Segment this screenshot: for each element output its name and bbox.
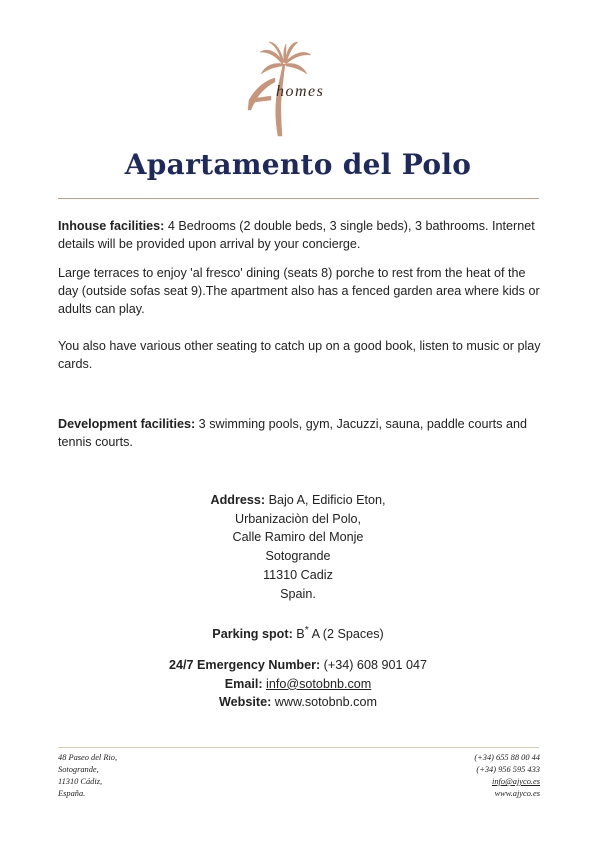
address-line-3: Calle Ramiro del Monje bbox=[232, 530, 364, 545]
terraces-paragraph: Large terraces to enjoy 'al fresco' dining (seats 8) porche to rest from the heat of the day (outside sofas seat 9).The apartment also has a fenced garden area where kids or adults can play. bbox=[58, 266, 540, 316]
address-label: Address: bbox=[210, 493, 266, 507]
logo-text: homes bbox=[276, 83, 325, 100]
website-value[interactable]: www.sotobnb.com bbox=[271, 695, 377, 710]
footer-left-line: 48 Paseo del Rio, bbox=[58, 753, 118, 762]
inhouse-text: 4 Bedrooms (2 double beds, 3 single beds), 3 bathrooms. Internet details will be provided upon arrival by your concierge. bbox=[58, 219, 535, 251]
address-block bbox=[0, 491, 596, 603]
address-line-2: Urbanizaciòn del Polo, bbox=[234, 511, 361, 526]
footer-left-line: 11310 Cádiz, bbox=[58, 777, 103, 786]
parking-text-pre: B bbox=[292, 627, 305, 642]
inhouse-paragraph bbox=[58, 217, 543, 253]
parking-label: Parking spot: bbox=[212, 627, 293, 642]
page-title: Apartamento del Polo bbox=[124, 148, 472, 181]
footer-contact bbox=[474, 752, 540, 800]
footer-phone: (+34) 655 88 00 44 bbox=[474, 753, 540, 762]
development-paragraph bbox=[58, 415, 543, 451]
parking-sup: * bbox=[304, 624, 309, 636]
inhouse-label: Inhouse facilities: bbox=[58, 219, 165, 233]
development-text: 3 swimming pools, gym, Jacuzzi, sauna, paddle courts and tennis courts. bbox=[58, 417, 527, 449]
address-line-5: 11310 Cadiz bbox=[263, 567, 333, 582]
address-line-1: Bajo A, Edificio Eton, bbox=[265, 493, 386, 507]
parking-line bbox=[0, 621, 596, 644]
footer-website[interactable]: www.ajyco.es bbox=[494, 789, 540, 798]
parking-text-post: A (2 Spaces) bbox=[308, 627, 384, 642]
address-line-6: Spain. bbox=[280, 586, 316, 601]
footer-left-line: Sotogrande, bbox=[58, 765, 99, 774]
seating-paragraph: You also have various other seating to catch up on a good book, listen to music or play cards. bbox=[58, 339, 541, 371]
email-label: Email: bbox=[224, 676, 263, 691]
emergency-number: (+34) 608 901 047 bbox=[320, 658, 427, 672]
divider bbox=[58, 198, 539, 199]
footer-left-line: España. bbox=[58, 789, 86, 798]
address-line-4: Sotogrande bbox=[265, 549, 331, 564]
footer-divider bbox=[58, 747, 539, 748]
emergency-label: 24/7 Emergency Number: bbox=[169, 658, 321, 672]
development-label: Development facilities: bbox=[58, 417, 196, 431]
footer-email[interactable]: info@ajyco.es bbox=[492, 777, 540, 786]
footer-address bbox=[58, 752, 117, 800]
website-label: Website: bbox=[219, 695, 272, 710]
footer-phone: (+34) 956 595 433 bbox=[476, 765, 540, 774]
contact-block bbox=[0, 656, 596, 712]
email-link[interactable]: info@sotobnb.com bbox=[266, 676, 372, 691]
